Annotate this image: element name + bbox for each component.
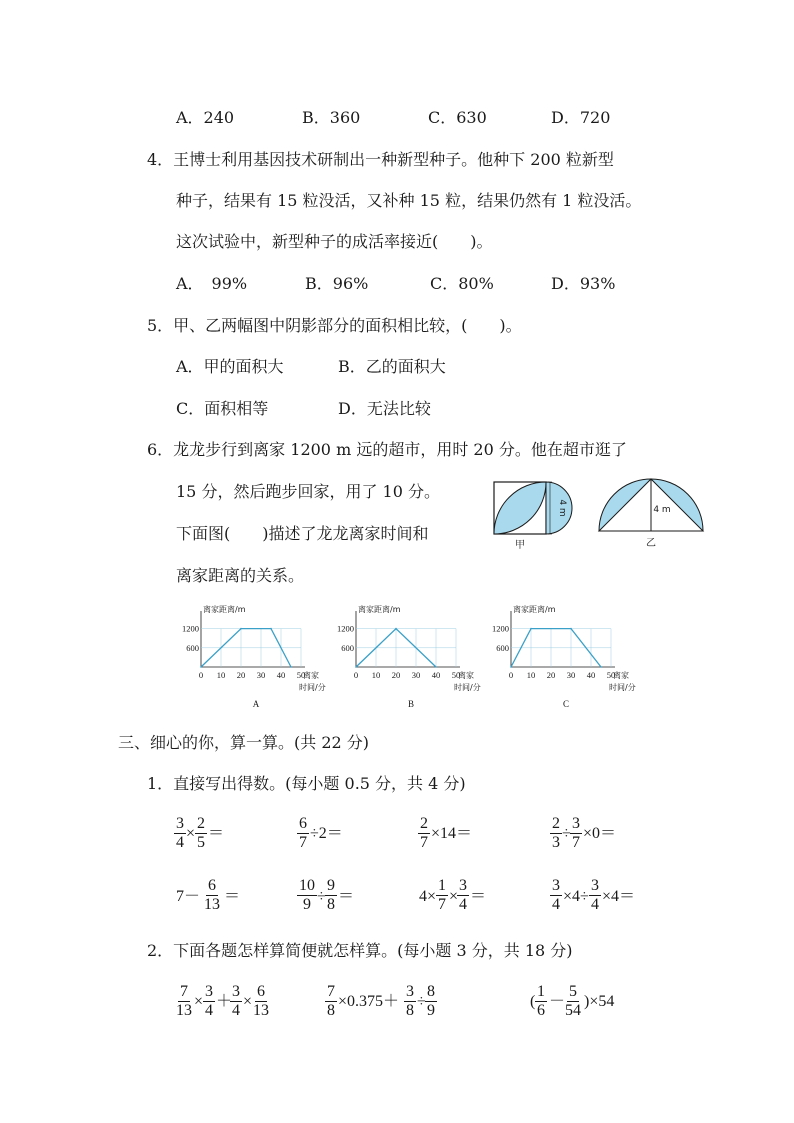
q5-option-c: C．面积相等 <box>176 399 269 418</box>
fraction: $\frac{3}{4}$ <box>176 815 184 851</box>
fraction: $\frac{3}{4}$ <box>591 877 599 913</box>
jia-label: 甲 <box>515 540 525 551</box>
chart-a <box>176 603 326 711</box>
fraction: $\frac{5}{54}$ <box>565 983 581 1019</box>
x-tick-label: 20 <box>391 670 401 680</box>
yi-label: 乙 <box>646 538 656 549</box>
fraction: $\frac{3}{4}$ <box>459 877 467 913</box>
x-tick-label: 50 <box>296 670 306 680</box>
x-tick-label: 20 <box>546 670 556 680</box>
x-axis-label: 时间/分 <box>454 683 481 692</box>
chart-caption: B <box>407 699 415 709</box>
x-tick-label: 40 <box>276 670 286 680</box>
x-axis-label: 离家 <box>613 671 629 680</box>
q5-stem: 5．甲、乙两幅图中阴影部分的面积相比较，( )。 <box>147 316 522 335</box>
data-point <box>270 628 272 630</box>
equals: ＝ <box>470 888 487 905</box>
x-tick-label: 10 <box>526 670 536 680</box>
y-axis-label: 离家距离/m <box>358 605 401 614</box>
fraction: $\frac{1}{6}$ <box>537 983 545 1019</box>
q4-option-b: B．96% <box>305 274 369 293</box>
x-tick-label: 40 <box>431 670 441 680</box>
operator: × <box>449 888 459 905</box>
operator: ÷ <box>562 825 571 842</box>
operator: ÷ <box>417 993 426 1010</box>
operator: ×0.375＋ <box>338 993 400 1010</box>
fraction: $\frac{2}{7}$ <box>420 815 428 851</box>
fraction: $\frac{10}{9}$ <box>299 877 315 913</box>
q4-option-d: D．93% <box>551 274 616 293</box>
jia-shaded-lens <box>494 482 546 534</box>
fraction: $\frac{1}{7}$ <box>438 877 446 913</box>
operator: ÷ <box>317 888 326 905</box>
chart-b <box>331 603 481 711</box>
q6-line-2: 15 分，然后跑步回家，用了 10 分。 <box>176 482 440 501</box>
x-tick-label: 10 <box>371 670 381 680</box>
x-tick-label: 30 <box>256 670 266 680</box>
q3-option-d: D．720 <box>551 108 611 127</box>
operator: 7－ <box>176 888 201 905</box>
operator: × <box>186 825 196 842</box>
fraction: $\frac{3}{4}$ <box>205 983 213 1019</box>
figure-yi <box>594 478 708 552</box>
operator: ×14＝ <box>431 825 473 842</box>
y-tick-label: 600 <box>496 642 509 653</box>
q4-option-c: C．80% <box>430 274 494 293</box>
operator: × <box>194 993 204 1010</box>
y-tick-label: 1200 <box>337 623 354 634</box>
y-axis-label: 离家距离/m <box>513 605 556 614</box>
q5-option-d: D．无法比较 <box>338 399 431 418</box>
fraction: $\frac{3}{7}$ <box>572 815 580 851</box>
fraction: $\frac{3}{4}$ <box>552 877 560 913</box>
x-tick-label: 0 <box>353 670 359 680</box>
q3-option-a: A．240 <box>176 108 235 127</box>
data-point <box>600 666 602 668</box>
fraction: $\frac{3}{4}$ <box>232 983 240 1019</box>
y-axis-label: 离家距离/m <box>203 605 246 614</box>
x-axis-label: 离家 <box>303 671 319 680</box>
figure-jia <box>488 478 578 552</box>
q4-line-1: 4．王博士利用基因技术研制出一种新型种子。他种下 200 粒新型 <box>147 150 614 169</box>
y-tick-label: 600 <box>186 642 199 653</box>
fraction: $\frac{6}{13}$ <box>204 877 220 913</box>
data-point <box>395 628 397 630</box>
q6-line-3: 下面图( )描述了龙龙离家时间和 <box>176 524 429 543</box>
x-axis-label: 时间/分 <box>609 683 636 692</box>
operator: ＋ <box>216 993 233 1010</box>
data-point <box>530 628 532 630</box>
section-3-part-2-title: 2．下面各题怎样算简便就怎样算。(每小题 3 分，共 18 分) <box>147 941 573 960</box>
data-point <box>570 628 572 630</box>
equals: ＝ <box>338 888 355 905</box>
q4-option-a: A． 99% <box>176 274 248 293</box>
x-tick-label: 50 <box>451 670 461 680</box>
fraction: $\frac{6}{13}$ <box>253 983 269 1019</box>
data-point <box>435 666 437 668</box>
x-axis-label: 时间/分 <box>299 683 326 692</box>
fraction: $\frac{9}{8}$ <box>327 877 335 913</box>
q3-option-b: B．360 <box>302 108 361 127</box>
operator: ×4＝ <box>602 888 636 905</box>
fraction: $\frac{7}{8}$ <box>327 983 335 1019</box>
fraction: $\frac{6}{7}$ <box>299 815 307 851</box>
operator: ×4÷ <box>563 888 589 905</box>
q3-option-c: C．630 <box>428 108 487 127</box>
q5-option-a: A．甲的面积大 <box>176 357 284 376</box>
q6-line-1: 6．龙龙步行到离家 1200 m 远的超市，用时 20 分。他在超市逛了 <box>147 440 627 459</box>
data-point <box>290 666 292 668</box>
yi-dimension-label: 4 m <box>653 505 671 515</box>
data-point <box>510 666 512 668</box>
x-tick-label: 0 <box>198 670 204 680</box>
q6-line-4: 离家距离的关系。 <box>176 566 305 585</box>
chart-caption: C <box>562 699 570 709</box>
y-tick-label: 600 <box>341 642 354 653</box>
operator: ×0＝ <box>583 825 617 842</box>
data-point <box>355 666 357 668</box>
operator: )×54 <box>584 993 615 1010</box>
x-tick-label: 20 <box>236 670 246 680</box>
fraction: $\frac{2}{3}$ <box>552 815 560 851</box>
section-3-title: 三、细心的你，算一算。(共 22 分) <box>118 733 370 752</box>
chart-c <box>486 603 648 711</box>
x-tick-label: 30 <box>566 670 576 680</box>
fraction: $\frac{7}{13}$ <box>176 983 192 1019</box>
x-tick-label: 0 <box>508 670 514 680</box>
x-tick-label: 40 <box>586 670 596 680</box>
chart-caption: A <box>252 699 260 709</box>
y-tick-label: 1200 <box>182 623 199 634</box>
operator: 4× <box>419 888 437 905</box>
fraction: $\frac{8}{9}$ <box>427 983 435 1019</box>
section-3-part-1-title: 1．直接写出得数。(每小题 0.5 分，共 4 分) <box>147 774 466 793</box>
operator: － <box>549 993 566 1010</box>
jia-dimension-label: 4 m <box>557 499 567 517</box>
data-point <box>240 628 242 630</box>
x-tick-label: 10 <box>216 670 226 680</box>
x-tick-label: 30 <box>411 670 421 680</box>
operator: × <box>243 993 253 1010</box>
y-tick-label: 1200 <box>492 623 509 634</box>
operator: ÷2＝ <box>310 825 343 842</box>
q4-line-3: 这次试验中，新型种子的成活率接近( )。 <box>176 232 493 251</box>
x-tick-label: 50 <box>606 670 616 680</box>
data-point <box>200 666 202 668</box>
equals: ＝ <box>208 825 225 842</box>
open-paren: ( <box>530 993 536 1010</box>
fraction: $\frac{3}{8}$ <box>406 983 414 1019</box>
q5-option-b: B．乙的面积大 <box>338 357 446 376</box>
fraction: $\frac{2}{5}$ <box>197 815 205 851</box>
equals: ＝ <box>224 888 241 905</box>
x-axis-label: 离家 <box>458 671 474 680</box>
q4-line-2: 种子，结果有 15 粒没活，又补种 15 粒，结果仍然有 1 粒没活。 <box>176 191 642 210</box>
